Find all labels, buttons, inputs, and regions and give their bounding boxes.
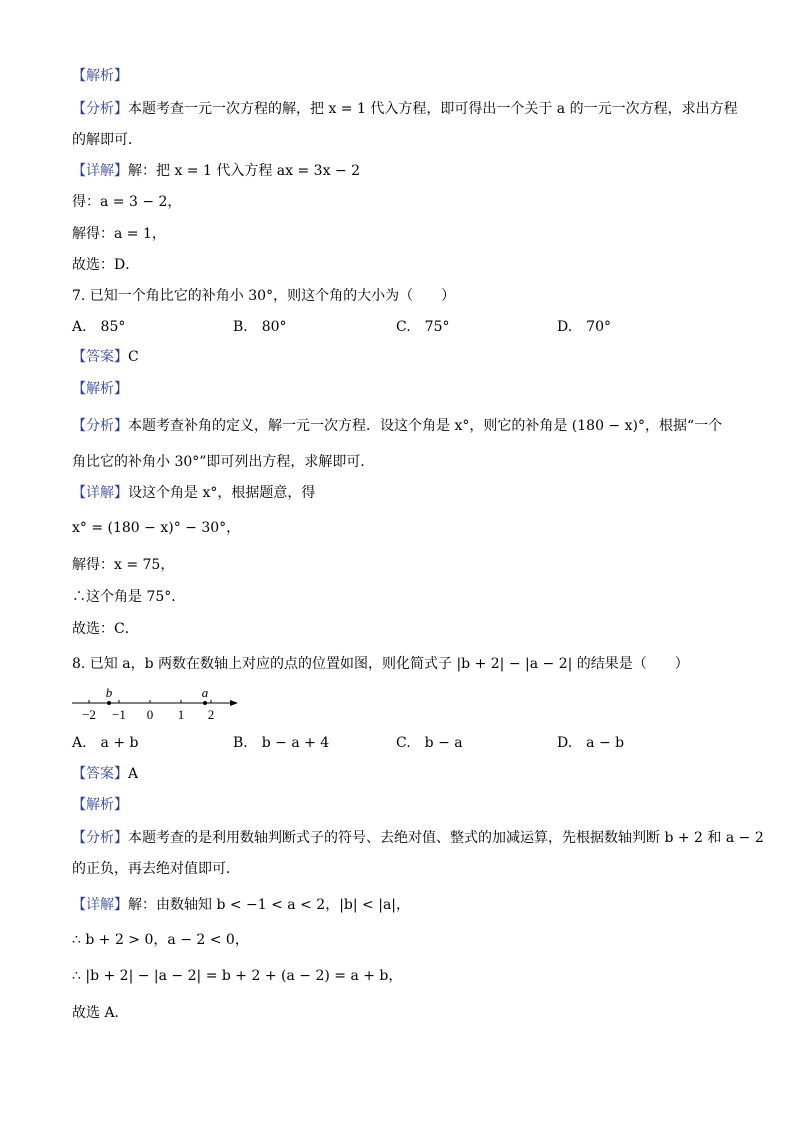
analysis-text-cont: 的解即可．: [72, 132, 142, 148]
choice-statement: 故选 A．: [72, 1005, 129, 1021]
choice-statement: 故选：D．: [72, 257, 140, 273]
axis-arrow-icon: [230, 700, 238, 706]
tick-label: −2: [82, 707, 96, 722]
q8-option-a: A. a + b: [72, 735, 139, 751]
section-heading-analysis: [72, 379, 128, 399]
bracket-heading: 【详解】: [72, 897, 128, 913]
tick-label: 0: [146, 707, 154, 722]
detail-text: 【详解】设这个角是 x°，根据题意，得: [72, 485, 316, 501]
point-a-label: a: [201, 686, 209, 700]
answer-heading: 【答案】A: [72, 766, 139, 782]
q8-option-b: B. b − a + 4: [233, 735, 330, 751]
analysis-text-cont: 角比它的补角小 30°”即可列出方程，求解即可．: [72, 454, 375, 470]
q7-option-d: D. 70°: [557, 319, 611, 335]
equation-line: x° = (180 − x)° − 30°，: [72, 520, 241, 536]
solution-step: 解得：x = 75，: [72, 557, 175, 573]
bracket-heading: 【解析】: [72, 797, 128, 813]
q7-option-b: B. 80°: [233, 319, 287, 335]
tick-label: 2: [207, 707, 215, 722]
point-a-marker: [203, 701, 207, 705]
bracket-heading: 【解析】: [72, 381, 128, 397]
bracket-heading: 【分析】: [72, 418, 128, 434]
q7-option-c: C. 75°: [396, 319, 450, 335]
detail-text: 【详解】解：把 x = 1 代入方程 ax = 3x − 2: [72, 163, 360, 179]
solution-step: ∴ b + 2 > 0，a − 2 < 0，: [72, 932, 249, 948]
analysis-text: 【分析】本题考查一元一次方程的解，把 x = 1 代入方程，即可得出一个关于 a 的一元一次方程，求出方程: [72, 101, 738, 117]
bracket-heading: 【答案】: [72, 349, 128, 365]
bracket-heading: 【解析】: [72, 68, 128, 84]
analysis-text: 【分析】本题考查补角的定义，解一元一次方程．设这个角是 x°，则它的补角是 (180 − x)°，根据“一个: [72, 418, 723, 434]
choice-statement: 故选：C．: [72, 621, 139, 637]
point-b-label: b: [105, 686, 113, 700]
bracket-heading: 【分析】: [72, 830, 128, 846]
bracket-heading: 【详解】: [72, 485, 128, 501]
tick-label: −1: [112, 707, 126, 722]
analysis-text-cont: 的正负，再去绝对值即可．: [72, 861, 240, 877]
bracket-heading: 【详解】: [72, 163, 128, 179]
solution-step: 解得：a = 1，: [72, 226, 166, 242]
question-8: 8. 已知 a，b 两数在数轴上对应的点的位置如图，则化简式子 |b + 2| − |a − 2| 的结果是（ ）: [72, 656, 689, 672]
section-heading-analysis: [72, 795, 128, 815]
answer-heading: 【答案】C: [72, 349, 139, 365]
q7-option-a: A. 85°: [72, 319, 126, 335]
point-b-marker: [107, 701, 111, 705]
conclusion-line: ∴这个角是 75°．: [72, 589, 186, 605]
solution-step: 得：a = 3 − 2，: [72, 194, 182, 210]
solution-step: ∴ |b + 2| − |a − 2| = b + 2 + (a − 2) = a + b，: [72, 968, 403, 984]
section-heading-analysis: [72, 66, 128, 86]
detail-text: 【详解】解：由数轴知 b < −1 < a < 2，|b| < |a|，: [72, 897, 411, 913]
bracket-heading: 【答案】: [72, 766, 128, 782]
q8-option-d: D. a − b: [557, 735, 625, 751]
number-line-figure: [68, 686, 248, 722]
question-7: 7. 已知一个角比它的补角小 30°，则这个角的大小为（ ）: [72, 288, 456, 304]
q8-option-c: C. b − a: [396, 735, 463, 751]
analysis-text: 【分析】本题考查的是利用数轴判断式子的符号、去绝对值、整式的加减运算，先根据数轴判断 b + 2 和 a − 2: [72, 830, 764, 846]
tick-label: 1: [177, 707, 185, 722]
bracket-heading: 【分析】: [72, 101, 128, 117]
